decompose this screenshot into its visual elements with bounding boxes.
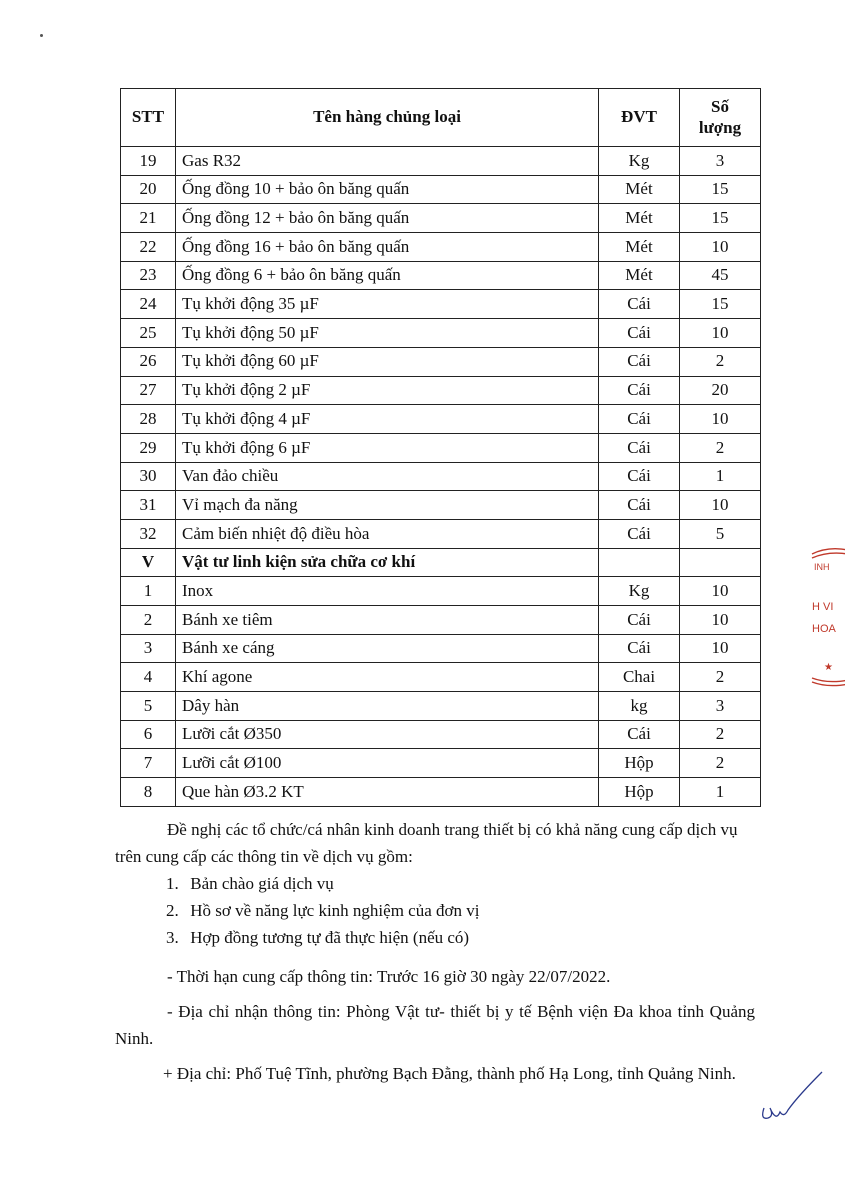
- table-row: [121, 347, 761, 376]
- cell-quantity: 2: [680, 720, 761, 749]
- table-row: [121, 692, 761, 721]
- cell-stt: 29: [121, 433, 176, 462]
- table-row: [121, 290, 761, 319]
- list-item-number: 3.: [166, 928, 179, 947]
- cell-dvt: Cái: [599, 290, 680, 319]
- requirements-list: [166, 870, 806, 951]
- cell-dvt: Mét: [599, 175, 680, 204]
- deadline-paragraph: - Thời hạn cung cấp thông tin: Trước 16 giờ 30 ngày 22/07/2022.: [167, 967, 611, 986]
- stamp-text-2: H VI: [812, 601, 834, 613]
- table-row: [121, 433, 761, 462]
- cell-name: Ống đồng 12 + bảo ôn băng quấn: [176, 204, 599, 233]
- cell-quantity: 10: [680, 405, 761, 434]
- cell-name: Lưỡi cắt Ø100: [176, 749, 599, 778]
- cell-name: Gas R32: [176, 147, 599, 176]
- cell-name: Tụ khởi động 50 µF: [176, 319, 599, 348]
- cell-name: Bánh xe tiêm: [176, 606, 599, 635]
- cell-quantity: 15: [680, 204, 761, 233]
- cell-quantity: 10: [680, 577, 761, 606]
- cell-quantity: 3: [680, 692, 761, 721]
- cell-quantity: 5: [680, 519, 761, 548]
- cell-stt: 21: [121, 204, 176, 233]
- cell-quantity: 3: [680, 147, 761, 176]
- list-item-number: 2.: [166, 901, 179, 920]
- stamp-star-icon: ★: [824, 662, 833, 673]
- list-item: [166, 897, 806, 924]
- cell-stt: 3: [121, 634, 176, 663]
- table-row: [121, 491, 761, 520]
- cell-stt: 6: [121, 720, 176, 749]
- cell-quantity: 2: [680, 347, 761, 376]
- cell-dvt: Cái: [599, 606, 680, 635]
- cell-stt: 25: [121, 319, 176, 348]
- cell-dvt: Cái: [599, 376, 680, 405]
- cell-dvt: Cái: [599, 720, 680, 749]
- cell-quantity: 15: [680, 175, 761, 204]
- list-item: [166, 870, 806, 897]
- cell-dvt: Chai: [599, 663, 680, 692]
- red-stamp-fragment: [808, 540, 845, 690]
- cell-stt: 1: [121, 577, 176, 606]
- cell-name: Que hàn Ø3.2 KT: [176, 778, 599, 807]
- cell-name: Tụ khởi động 4 µF: [176, 405, 599, 434]
- table-row: [121, 663, 761, 692]
- cell-name: Bánh xe cáng: [176, 634, 599, 663]
- table-row: [121, 548, 761, 577]
- cell-quantity: 2: [680, 749, 761, 778]
- cell-name: Vỉ mạch đa năng: [176, 491, 599, 520]
- table-row: [121, 720, 761, 749]
- header-quantity: [680, 89, 761, 147]
- signature-initials: [758, 1068, 828, 1128]
- cell-dvt: Mét: [599, 233, 680, 262]
- list-item-text: Hồ sơ về năng lực kinh nghiệm của đơn vị: [190, 901, 480, 920]
- cell-stt: 32: [121, 519, 176, 548]
- table-row: [121, 462, 761, 491]
- list-item: [166, 924, 806, 951]
- cell-stt: 23: [121, 261, 176, 290]
- table-row: [121, 577, 761, 606]
- cell-dvt: Cái: [599, 519, 680, 548]
- cell-stt: V: [121, 548, 176, 577]
- cell-stt: 22: [121, 233, 176, 262]
- cell-stt: 31: [121, 491, 176, 520]
- table-row: [121, 749, 761, 778]
- table-row: [121, 376, 761, 405]
- cell-dvt: Kg: [599, 577, 680, 606]
- table-row: [121, 204, 761, 233]
- header-dvt: ĐVT: [599, 89, 680, 147]
- cell-stt: 19: [121, 147, 176, 176]
- cell-name: Ống đồng 10 + bảo ôn băng quấn: [176, 175, 599, 204]
- cell-name: Tụ khởi động 6 µF: [176, 433, 599, 462]
- table-row: [121, 147, 761, 176]
- cell-name: Tụ khởi động 35 µF: [176, 290, 599, 319]
- cell-dvt: [599, 548, 680, 577]
- cell-quantity: 15: [680, 290, 761, 319]
- cell-quantity: 1: [680, 462, 761, 491]
- table-row: [121, 233, 761, 262]
- cell-stt: 27: [121, 376, 176, 405]
- cell-dvt: Cái: [599, 433, 680, 462]
- stamp-text-1: INH: [814, 562, 830, 572]
- cell-name: Ống đồng 6 + bảo ôn băng quấn: [176, 261, 599, 290]
- cell-name: Cảm biến nhiệt độ điều hòa: [176, 519, 599, 548]
- cell-dvt: Hộp: [599, 778, 680, 807]
- cell-quantity: 1: [680, 778, 761, 807]
- cell-dvt: Mét: [599, 261, 680, 290]
- cell-name: Tụ khởi động 60 µF: [176, 347, 599, 376]
- cell-quantity: 10: [680, 233, 761, 262]
- cell-name: Tụ khởi động 2 µF: [176, 376, 599, 405]
- scan-speck: [40, 34, 43, 37]
- cell-quantity: 10: [680, 491, 761, 520]
- cell-quantity: 10: [680, 634, 761, 663]
- cell-quantity: 10: [680, 606, 761, 635]
- cell-quantity: 2: [680, 433, 761, 462]
- cell-stt: 26: [121, 347, 176, 376]
- table-row: [121, 405, 761, 434]
- cell-quantity: [680, 548, 761, 577]
- cell-stt: 4: [121, 663, 176, 692]
- cell-stt: 28: [121, 405, 176, 434]
- cell-dvt: Cái: [599, 491, 680, 520]
- cell-stt: 5: [121, 692, 176, 721]
- table-header-row: [121, 89, 761, 147]
- table-row: [121, 778, 761, 807]
- list-item-number: 1.: [166, 874, 179, 893]
- recipient-paragraph: - Địa chỉ nhận thông tin: Phòng Vật tư- thiết bị y tế Bệnh viện Đa khoa tỉnh Quảng Ninh.: [115, 1002, 755, 1048]
- list-item-text: Bản chào giá dịch vụ: [190, 874, 334, 893]
- header-quantity-line2: lượng: [698, 117, 742, 137]
- cell-stt: 8: [121, 778, 176, 807]
- cell-name: Lưỡi cắt Ø350: [176, 720, 599, 749]
- cell-dvt: Cái: [599, 319, 680, 348]
- cell-name: Van đảo chiều: [176, 462, 599, 491]
- cell-quantity: 45: [680, 261, 761, 290]
- cell-stt: 2: [121, 606, 176, 635]
- stamp-text-3: HOA: [812, 623, 836, 635]
- cell-name: Inox: [176, 577, 599, 606]
- cell-name: Dây hàn: [176, 692, 599, 721]
- cell-dvt: Hộp: [599, 749, 680, 778]
- cell-name: Khí agone: [176, 663, 599, 692]
- cell-dvt: kg: [599, 692, 680, 721]
- table-row: [121, 261, 761, 290]
- intro-paragraph: Đề nghị các tổ chức/cá nhân kinh doanh trang thiết bị có khả năng cung cấp dịch vụ trên cung cấp các thông tin về dịch vụ gồm:: [115, 820, 738, 866]
- cell-dvt: Cái: [599, 634, 680, 663]
- cell-dvt: Cái: [599, 462, 680, 491]
- cell-stt: 20: [121, 175, 176, 204]
- table-row: [121, 519, 761, 548]
- cell-quantity: 2: [680, 663, 761, 692]
- cell-stt: 7: [121, 749, 176, 778]
- header-name: Tên hàng chủng loại: [176, 89, 599, 147]
- cell-name: Ống đồng 16 + bảo ôn băng quấn: [176, 233, 599, 262]
- table-row: [121, 319, 761, 348]
- cell-dvt: Mét: [599, 204, 680, 233]
- table-row: [121, 606, 761, 635]
- list-item-text: Hợp đồng tương tự đã thực hiện (nếu có): [190, 928, 470, 947]
- header-stt: STT: [121, 89, 176, 147]
- cell-dvt: Cái: [599, 347, 680, 376]
- cell-name: Vật tư linh kiện sửa chữa cơ khí: [176, 548, 599, 577]
- cell-quantity: 20: [680, 376, 761, 405]
- cell-quantity: 10: [680, 319, 761, 348]
- table-row: [121, 175, 761, 204]
- cell-dvt: Cái: [599, 405, 680, 434]
- cell-dvt: Kg: [599, 147, 680, 176]
- header-quantity-line1: Số: [711, 97, 729, 117]
- items-table: [120, 88, 761, 807]
- table-body: [121, 147, 761, 807]
- cell-stt: 30: [121, 462, 176, 491]
- address-paragraph: + Địa chỉ: Phố Tuệ Tĩnh, phường Bạch Đằng, thành phố Hạ Long, tỉnh Quảng Ninh.: [163, 1064, 736, 1083]
- table-row: [121, 634, 761, 663]
- cell-stt: 24: [121, 290, 176, 319]
